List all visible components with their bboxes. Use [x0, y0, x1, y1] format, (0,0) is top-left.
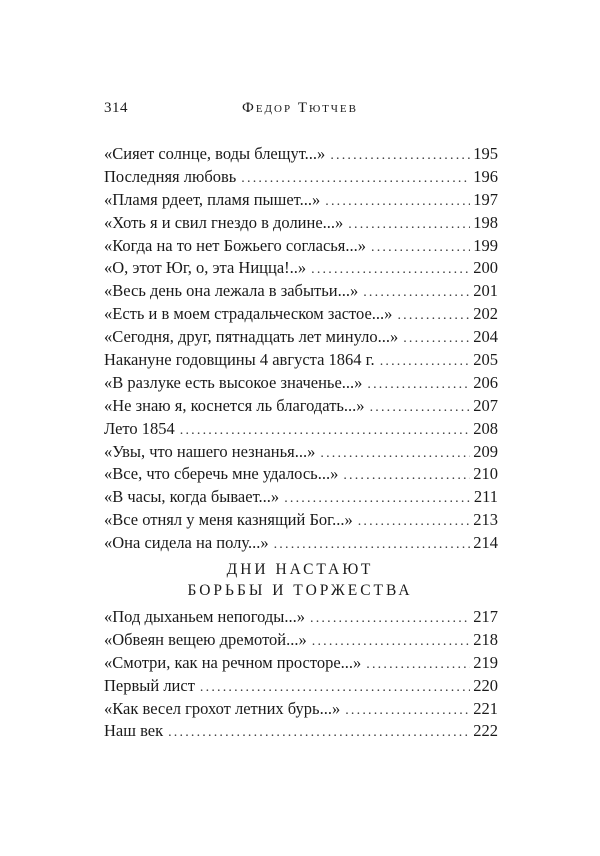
dot-leader: [325, 191, 470, 214]
dot-leader: [366, 654, 470, 677]
dot-leader: [358, 511, 471, 534]
table-of-contents: [104, 143, 498, 555]
toc-entry-page: 199: [473, 235, 498, 255]
toc-entry[interactable]: [104, 372, 498, 395]
toc-entry-title: «Весь день она лежала в забытьи...»: [104, 281, 359, 301]
toc-entry[interactable]: [104, 143, 498, 166]
toc-entry-title: «Сияет солнце, воды блещут...»: [104, 144, 326, 163]
toc-entry-page: 211: [473, 487, 498, 507]
toc-entry-title: «Сегодня, друг, пятнадцать лет минуло...»: [104, 327, 399, 347]
toc-entry-page: 213: [473, 510, 498, 530]
toc-entry[interactable]: [104, 441, 498, 464]
dot-leader: [311, 259, 470, 282]
dot-leader: [284, 488, 471, 511]
toc-entry[interactable]: [104, 418, 498, 441]
toc-entry-title: «Хоть я и свил гнездо в долине...»: [104, 212, 344, 232]
dot-leader: [330, 145, 470, 168]
dot-leader: [397, 305, 470, 328]
toc-entry-page: 196: [473, 166, 498, 186]
dot-leader: [168, 722, 470, 745]
toc-entry-title: «Увы, что нашего незнанья...»: [104, 441, 316, 461]
toc-entry[interactable]: [104, 652, 498, 675]
dot-leader: [371, 237, 470, 260]
toc-entry-page: 202: [473, 304, 498, 324]
toc-entry-title: Наш век: [104, 721, 164, 741]
dot-leader: [180, 420, 470, 443]
page-number: 314: [104, 100, 128, 116]
toc-entry[interactable]: [104, 349, 498, 372]
toc-entry-page: 218: [473, 629, 498, 649]
toc-entry[interactable]: [104, 212, 498, 235]
dot-leader: [200, 677, 470, 700]
toc-entry-page: 208: [473, 418, 498, 438]
toc-entry-page: 204: [473, 327, 498, 347]
running-head: Федор Тютчев: [241, 100, 358, 116]
toc-entry-page: 197: [473, 189, 498, 209]
toc-entry-title: Лето 1854: [104, 418, 175, 438]
dot-leader: [274, 534, 471, 557]
toc-entry[interactable]: [104, 486, 498, 509]
toc-entry[interactable]: [104, 395, 498, 418]
dot-leader: [403, 328, 470, 351]
toc-entry-page: 217: [473, 607, 498, 626]
toc-entry[interactable]: [104, 675, 498, 698]
toc-entry-title: «Она сидела на полу...»: [104, 533, 269, 553]
toc-entry-title: «В часы, когда бывает...»: [104, 487, 280, 507]
toc-entry[interactable]: [104, 235, 498, 258]
toc-entry-title: «Есть и в моем страдальческом застое...»: [104, 304, 393, 324]
dot-leader: [345, 700, 470, 723]
toc-entry-title: «В разлуке есть высокое значенье...»: [104, 372, 363, 392]
toc-entry[interactable]: [104, 629, 498, 652]
toc-entry-page: 221: [473, 698, 498, 718]
toc-entry-title: Накануне годовщины 4 августа 1864 г.: [104, 350, 375, 370]
dot-leader: [367, 374, 470, 397]
toc-entry-page: 198: [473, 212, 498, 232]
dot-leader: [380, 351, 471, 374]
dot-leader: [320, 443, 470, 466]
toc-entry[interactable]: [104, 189, 498, 212]
toc-entry-title: Последняя любовь: [104, 166, 237, 186]
toc-entry[interactable]: [104, 280, 498, 303]
toc-entry-title: «Не знаю я, коснется ль благодать...»: [104, 395, 365, 415]
toc-entry-page: 206: [473, 372, 498, 392]
toc-entry[interactable]: [104, 720, 498, 743]
toc-entry-page: 207: [473, 395, 498, 415]
toc-entry-page: 222: [473, 721, 498, 741]
toc-entry-title: «Когда на то нет Божьего согласья...»: [104, 235, 367, 255]
toc-entry-page: 220: [473, 675, 498, 695]
section-heading: ДНИ НАСТАЮТ: [226, 561, 374, 578]
toc-entry[interactable]: [104, 463, 498, 486]
dot-leader: [241, 168, 470, 191]
dot-leader: [343, 465, 470, 488]
toc-entry-title: «Все отнял у меня казнящий Бог...»: [104, 510, 353, 530]
dot-leader: [310, 608, 470, 631]
toc-entry-title: «Обвеян вещею дремотой...»: [104, 629, 307, 649]
toc-entry[interactable]: [104, 326, 498, 349]
toc-entry-page: 210: [473, 464, 498, 484]
toc-entry-title: «Все, что сберечь мне удалось...»: [104, 464, 339, 484]
toc-entry-page: 200: [473, 258, 498, 278]
toc-entry[interactable]: [104, 303, 498, 326]
section-heading-subtitle: БОРЬБЫ И ТОРЖЕСТВА: [187, 582, 413, 599]
toc-entry-title: «Смотри, как на речном просторе...»: [104, 652, 362, 672]
toc-entry[interactable]: [104, 532, 498, 555]
toc-entry-page: 201: [473, 281, 498, 301]
toc-entry-page: 205: [473, 350, 498, 370]
toc-entry-title: «О, этот Юг, о, эта Ницца!..»: [104, 258, 307, 278]
toc-entry-title: «Как весел грохот летних бурь...»: [104, 698, 341, 718]
toc-entry[interactable]: [104, 606, 498, 629]
toc-entry-title: Первый лист: [104, 675, 195, 695]
toc-entry-page: 195: [473, 144, 498, 163]
dot-leader: [348, 214, 470, 237]
toc-entry-page: 219: [473, 652, 498, 672]
dot-leader: [363, 282, 470, 305]
table-of-contents-section: [104, 606, 498, 743]
toc-entry-title: «Пламя рдеет, пламя пышет...»: [104, 189, 321, 209]
dot-leader: [312, 631, 470, 654]
toc-entry[interactable]: [104, 698, 498, 721]
dot-leader: [370, 397, 471, 420]
toc-entry[interactable]: [104, 257, 498, 280]
toc-entry-page: 209: [473, 441, 498, 461]
toc-entry-title: «Под дыханьем непогоды...»: [104, 607, 306, 626]
toc-entry-page: 214: [473, 533, 498, 553]
toc-entry[interactable]: [104, 166, 498, 189]
toc-entry[interactable]: [104, 509, 498, 532]
